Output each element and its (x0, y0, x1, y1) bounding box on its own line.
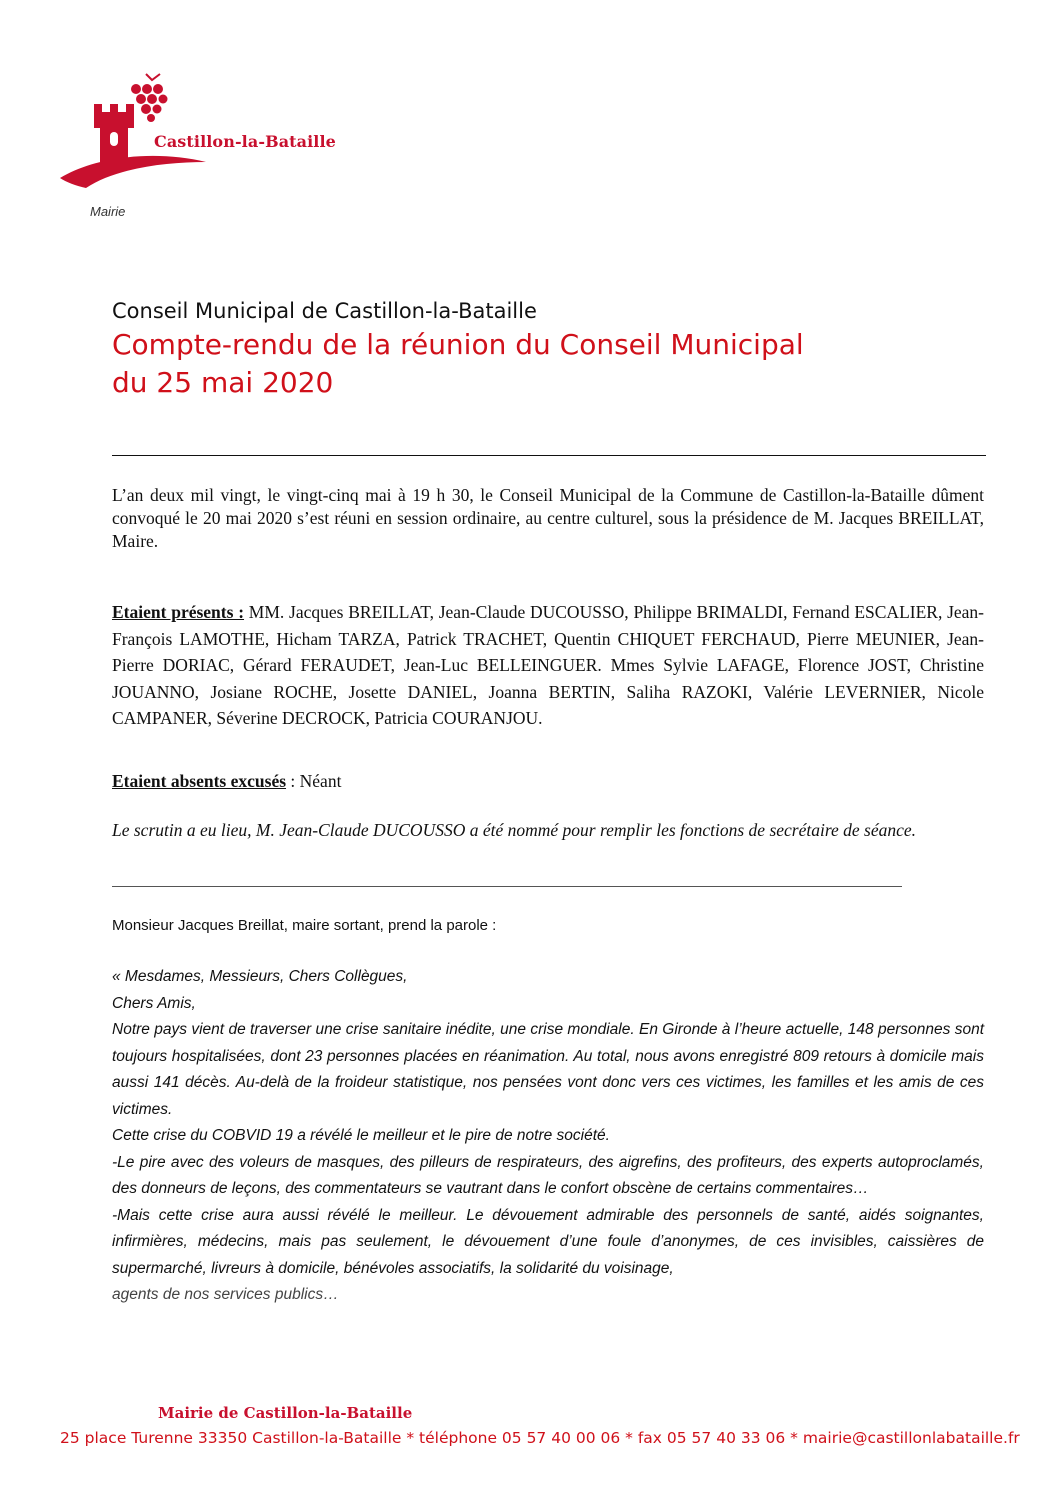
document-header (112, 297, 972, 401)
organization-name: Conseil Municipal de Castillon-la-Bataille (112, 299, 537, 323)
footer-contact-line: 25 place Turenne 33350 Castillon-la-Bataille * téléphone 05 57 40 00 06 * fax 05 57 40 33 06 * mairie@castillonlabataille.fr (60, 1429, 1020, 1447)
logo-subtitle: Mairie (90, 204, 126, 219)
town-logo (56, 70, 376, 230)
attendees-paragraph (112, 599, 984, 732)
secretary-paragraph: Le scrutin a eu lieu, M. Jean-Claude DUCOUSSO a été nommé pour remplir les fonctions de secrétaire de séance. (112, 820, 917, 840)
speech-text (112, 964, 984, 1309)
footer-town-hall-name: Mairie de Castillon-la-Bataille (158, 1404, 413, 1422)
absentees-label: Etaient absents excusés (112, 771, 287, 791)
speech-line: -Le pire avec des voleurs de masques, des pilleurs de respirateurs, des aigrefins, des profiteurs, des experts autoproclamés, des donneurs de leçons, des commentateurs se vautrant dans le confort obscène de certains commentaires… (112, 1153, 984, 1197)
logo-town-name: Castillon-la-Bataille (154, 132, 336, 151)
section-divider (112, 886, 902, 887)
attendees-label: Etaient présents : (112, 602, 245, 622)
speech-line: -Mais cette crise aura aussi révélé le meilleur. Le dévouement admirable des personnels de santé, aidés soignantes, infirmières, médecins, mais pas seulement, le dévouement d’une foule d’anonymes, de ces invisibles, caissières de supermarché, livreurs à domicile, bénévoles associatifs, la solidarité du voisinage, (112, 1206, 984, 1277)
document-title-line-1: Compte-rendu de la réunion du Conseil Municipal (112, 328, 804, 361)
document-title-line-2: du 25 mai 2020 (112, 366, 334, 399)
attendees-list: MM. Jacques BREILLAT, Jean-Claude DUCOUSSO, Philippe BRIMALDI, Fernand ESCALIER, Jean-François LAMOTHE, Hicham TARZA, Patrick TRACHET, Quentin CHIQUET FERCHAUD, Pierre MEUNIER, Jean-Pierre DORIAC, Gérard FERAUDET, Jean-Luc BELLEINGUER. Mmes Sylvie LAFAGE, Florence JOST, Christine JOUANNO, Josiane ROCHE, Josette DANIEL, Joanna BERTIN, Saliha RAZOKI, Valérie LEVERNIER, Nicole CAMPANER, Séverine DECROCK, Patricia COURANJOU. (112, 602, 985, 728)
speaker-intro: Monsieur Jacques Breillat, maire sortant, prend la parole : (112, 917, 497, 934)
absentees-paragraph (112, 770, 984, 793)
absentees-value: : Néant (286, 771, 342, 791)
speech-line: Chers Amis, (112, 994, 196, 1012)
speech-line: « Mesdames, Messieurs, Chers Collègues, (112, 968, 408, 985)
header-divider (112, 455, 986, 456)
speech-line: Notre pays vient de traverser une crise sanitaire inédite, une crise mondiale. En Gironde à l’heure actuelle, 148 personnes sont toujours hospitalisées, dont 23 personnes placées en réanimation. Au total, nous avons enregistré 809 retours à domicile mais aussi 141 décès. Au-delà de la froideur statistique, nos pensées vont donc vers ces victimes, les familles et les amis de ces victimes. (112, 1021, 984, 1118)
speech-line: agents de nos services publics… (112, 1286, 339, 1303)
speech-line: Cette crise du COBVID 19 a révélé le meilleur et le pire de notre société. (112, 1127, 610, 1144)
intro-paragraph: L’an deux mil vingt, le vingt-cinq mai à 19 h 30, le Conseil Municipal de la Commune de Castillon-la-Bataille dûment convoqué le 20 mai 2020 s’est réuni en session ordinaire, au centre culturel, sous la présidence de M. Jacques BREILLAT, Maire. (112, 485, 984, 551)
